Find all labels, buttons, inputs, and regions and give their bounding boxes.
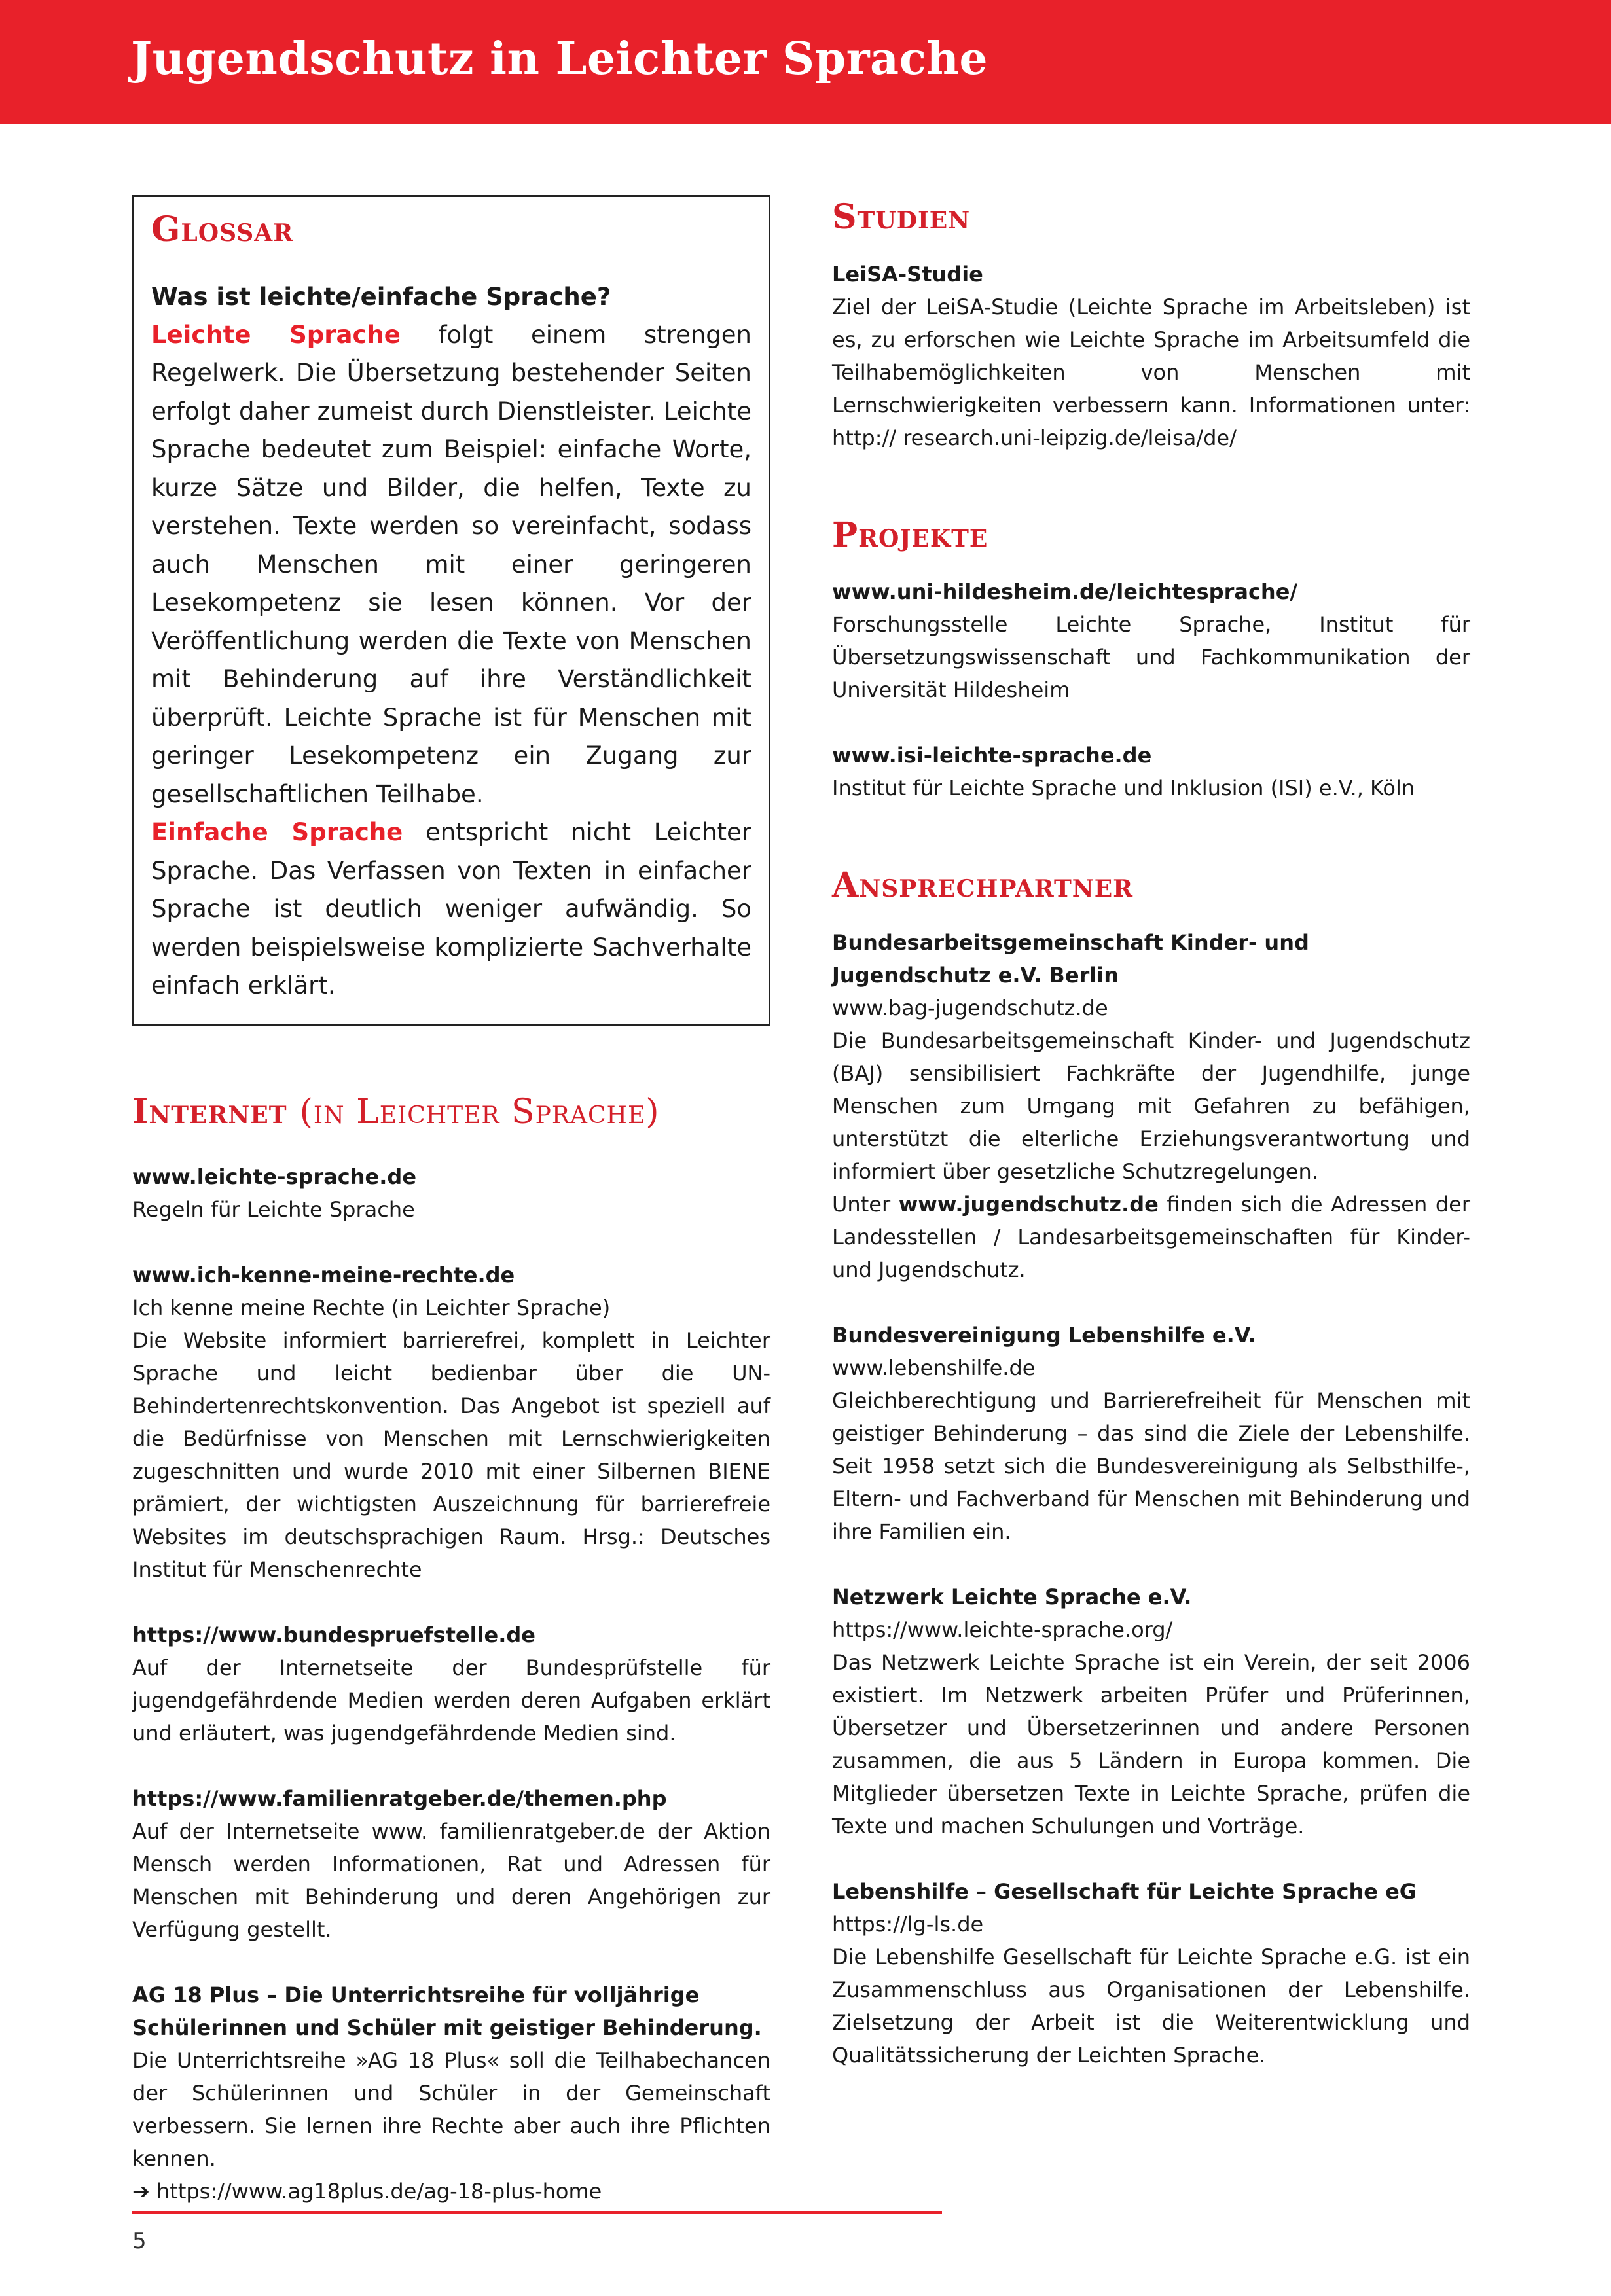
studien-heading: Studien <box>832 197 971 237</box>
entry-body: Regeln für Leichte Sprache <box>132 1197 415 1223</box>
entry-body: Auf der Internetseite www. familienratgeber.de der Aktion Mensch werden Informationen, Rat und Adressen für Menschen mit Behinderung und deren Angehörigen zur Verfügung gestellt. <box>132 1819 770 1943</box>
entry-url[interactable]: www.lebenshilfe.de <box>832 1355 1036 1380</box>
glossar-heading: Glossar <box>151 209 294 249</box>
left-column <box>132 195 770 2208</box>
list-item <box>832 1581 1470 1842</box>
entry-body: Die Website informiert barrierefrei, komplett in Leichter Sprache und leicht bedienbar über die UN-Behindertenrechtskonvention. Das Angebot ist speziell auf die Bedürfnisse von Menschen mit Lernschwierigkeiten zugeschnitten und wurde 2010 mit einer Silbernen BIENE prämiert, der wichtigsten Auszeichnung für barrierefreie Websites im deutschsprachigen Raum. Hrsg.: Deutsches Institut für Menschenrechte <box>132 1328 770 1583</box>
entry-url[interactable]: https://lg-ls.de <box>832 1911 984 1937</box>
list-item <box>132 1782 770 1946</box>
ansprechpartner-heading: Ansprechpartner <box>832 865 1134 906</box>
page-number: 5 <box>132 2228 147 2254</box>
entry-title: LeiSA-Studie <box>832 261 983 287</box>
glossar-text-2: entspricht nicht Leichter Sprache. Das Verfassen von Texten in einfacher Sprache ist deutlich weniger aufwändig. So werden beispielsweise komplizierte Sachverhalte einfach erklärt. <box>151 818 752 1000</box>
ansprechpartner-section <box>832 863 1470 2072</box>
entry-body: Institut für Leichte Sprache und Inklusion (ISI) e.V., Köln <box>832 776 1415 801</box>
footer-divider <box>132 2211 942 2214</box>
entry-line: Ich kenne meine Rechte (in Leichter Sprache) <box>132 1295 611 1321</box>
list-item <box>832 258 1470 454</box>
entry-title: Lebenshilfe – Gesellschaft für Leichte Sprache eG <box>832 1878 1417 1904</box>
entry-body: Die Unterrichtsreihe »AG 18 Plus« soll die Teilhabechancen der Schülerinnen und Schüler in der Gemeinschaft verbessern. Sie lernen ihre Rechte aber auch ihre Pflichten kennen. <box>132 2048 770 2172</box>
entry-title: AG 18 Plus – Die Unterrichtsreihe für volljährige Schülerinnen und Schüler mit geistiger Behinderung. <box>132 1982 762 2041</box>
entry-url[interactable]: www.bag-jugendschutz.de <box>832 995 1108 1020</box>
list-item <box>132 1160 770 1226</box>
entry-title[interactable]: www.isi-leichte-sprache.de <box>832 743 1152 768</box>
entry-title[interactable]: https://www.bundespruefstelle.de <box>132 1623 535 1648</box>
entry-body: Die Bundesarbeitsgemeinschaft Kinder- und Jugendschutz (BAJ) sensibilisiert Fachkräfte der Jugendhilfe, junge Menschen zum Umgang mit Gefahren zu befähigen, unterstützt die elterliche Erziehungsverantwortung und informiert über gesetzliche Schutzregelungen. <box>832 1028 1470 1184</box>
entry-body: Auf der Internetseite der Bundesprüfstelle für jugendgefährdende Medien werden deren Aufgaben erklärt und erläutert, was jugendgefährdende Medien sind. <box>132 1655 770 1746</box>
entry-extra: Unter www.jugendschutz.de finden sich die Adressen der Landesstellen / Landesarbeitsgemeinschaften für Kinder- und Jugendschutz. <box>832 1191 1471 1282</box>
list-item <box>132 1619 770 1749</box>
list-item <box>832 926 1470 1286</box>
entry-title: Bundesvereinigung Lebenshilfe e.V. <box>832 1322 1256 1348</box>
jugendschutz-link[interactable]: www.jugendschutz.de <box>898 1191 1159 1217</box>
projekte-heading: Projekte <box>832 514 988 555</box>
term-leichte-sprache: Leichte Sprache <box>151 320 401 349</box>
entry-link[interactable]: ➔ https://www.ag18plus.de/ag-18-plus-home <box>132 2179 602 2204</box>
list-item <box>832 1875 1470 2072</box>
internet-section <box>132 1090 770 2208</box>
entry-body: Ziel der LeiSA-Studie (Leichte Sprache im Arbeitsleben) ist es, zu erforschen wie Leichte Sprache im Arbeitsumfeld die Teilhabemöglichkeiten von Menschen mit Lernschwierigkeiten verbessern kann. Informationen unter: http:// research.uni-leipzig.de/leisa/de/ <box>832 294 1470 450</box>
header-bar <box>0 0 1611 124</box>
glossar-question: Was ist leichte/einfache Sprache? <box>151 282 611 311</box>
entry-body: Das Netzwerk Leichte Sprache ist ein Verein, der seit 2006 existiert. Im Netzwerk arbeiten Prüfer und Prüferinnen, Übersetzer und Übersetzerinnen und andere Personen zusammen, die aus 5 Ländern in Europa kommen. Die Mitglieder übersetzen Texte in Leichte Sprache, prüfen die Texte und machen Schulungen und Vorträge. <box>832 1649 1470 1839</box>
projekte-section <box>832 513 1470 805</box>
glossar-text-1: folgt einem strengen Regelwerk. Die Übersetzung bestehender Seiten erfolgt daher zumeist durch Dienstleister. Leichte Sprache bedeutet zum Beispiel: einfache Worte, kurze Sätze und Bilder, die helfen, Texte zu verstehen. Texte werden so vereinfacht, sodass auch Menschen mit einer geringeren Lesekompetenz sie lesen können. Vor der Veröffentlichung werden die Texte von Menschen mit Behinderung auf ihre Verständlichkeit überprüft. Leichte Sprache ist für Menschen mit geringer Lesekompetenz ein Zugang zur gesellschaftlichen Teilhabe. <box>151 320 751 808</box>
entry-title[interactable]: https://www.familienratgeber.de/themen.php <box>132 1786 667 1812</box>
list-item <box>832 739 1470 804</box>
studien-section <box>832 195 1470 454</box>
list-item <box>132 1259 770 1586</box>
entry-url[interactable]: https://www.leichte-sprache.org/ <box>832 1617 1173 1642</box>
glossar-paragraph-2 <box>151 814 751 1005</box>
page-title: Jugendschutz in Leichter Sprache <box>131 33 988 85</box>
glossar-paragraph-1 <box>151 316 751 814</box>
term-einfache-sprache: Einfache Sprache <box>151 818 403 847</box>
list-item <box>132 1979 770 2208</box>
entry-body: Die Lebenshilfe Gesellschaft für Leichte Sprache e.G. ist ein Zusammenschluss aus Organisationen der Lebenshilfe. Zielsetzung der Arbeit ist die Weiterentwicklung und Qualitätssicherung der Leichten Sprache. <box>832 1944 1470 2068</box>
list-item <box>832 1319 1470 1548</box>
list-item <box>832 575 1470 706</box>
glossar-box <box>132 195 770 1026</box>
internet-heading: Internet (in Leichter Sprache) <box>132 1091 660 1132</box>
entry-body: Gleichberechtigung und Barrierefreiheit für Menschen mit geistiger Behinderung – das sind die Ziele der Lebenshilfe. Seit 1958 setzt sich die Bundesvereinigung als Selbsthilfe-, Eltern- und Fachverband für Menschen mit Behinderung und ihre Familien ein. <box>832 1388 1470 1544</box>
entry-title[interactable]: www.ich-kenne-meine-rechte.de <box>132 1263 515 1288</box>
entry-title: Bundesarbeitsgemeinschaft Kinder- und Jugendschutz e.V. Berlin <box>832 929 1309 988</box>
entry-body: Forschungsstelle Leichte Sprache, Institut für Übersetzungswissenschaft und Fachkommunikation der Universität Hildesheim <box>832 612 1470 703</box>
entry-title[interactable]: www.uni-hildesheim.de/leichtesprache/ <box>832 579 1298 605</box>
right-column <box>832 195 1470 2072</box>
entry-title[interactable]: www.leichte-sprache.de <box>132 1164 417 1190</box>
entry-title: Netzwerk Leichte Sprache e.V. <box>832 1584 1192 1609</box>
